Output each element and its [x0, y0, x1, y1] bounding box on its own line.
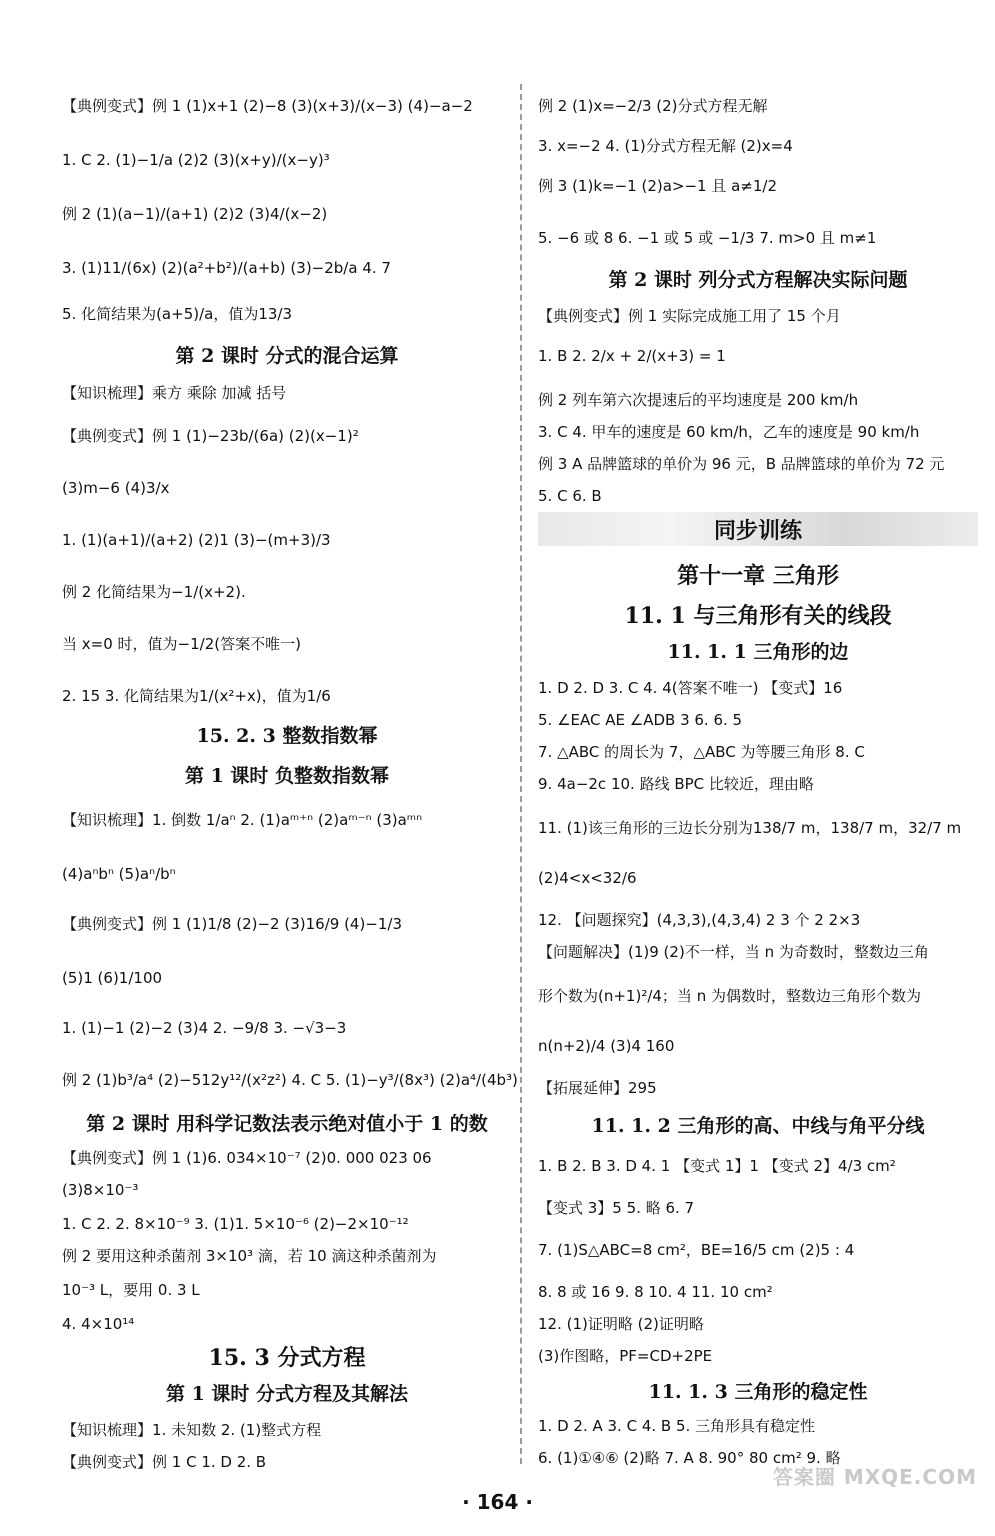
- answer-line: 【知识梳理】1. 倒数 1/aⁿ 2. (1)aᵐ⁺ⁿ (2)aᵐ⁻ⁿ (3)aᵐⁿ: [62, 811, 423, 829]
- answer-line: 7. (1)S△ABC=8 cm²，BE=16/5 cm (2)5 : 4: [538, 1241, 855, 1259]
- answer-line: (2)4<x<32/6: [538, 869, 637, 887]
- answer-line: 12. 【问题探究】(4,3,3),(4,3,4) 2 3 个 2 2×3: [538, 911, 861, 929]
- answer-line: 例 3 (1)k=−1 (2)a>−1 且 a≠1/2: [538, 177, 778, 195]
- answer-line: 8. 8 或 16 9. 8 10. 4 11. 10 cm²: [538, 1283, 773, 1301]
- answer-line: 例 2 要用这种杀菌剂 3×10³ 滴，若 10 滴这种杀菌剂为: [62, 1247, 437, 1265]
- answer-line: 例 2 (1)b³/a⁴ (2)−512y¹²/(x²z²) 4. C 5. (1)−y³/(8x³) (2)a⁴/(4b³): [62, 1071, 518, 1089]
- answer-line: 5. ∠EAC AE ∠ADB 3 6. 6. 5: [538, 711, 743, 729]
- answer-line: 5. −6 或 8 6. −1 或 5 或 −1/3 7. m>0 且 m≠1: [538, 229, 877, 247]
- section-banner: [538, 512, 978, 546]
- answer-line: 【知识梳理】乘方 乘除 加减 括号: [62, 384, 287, 402]
- section-heading: 11. 1. 1 三角形的边: [667, 641, 849, 663]
- answer-line: 7. △ABC 的周长为 7，△ABC 为等腰三角形 8. C: [538, 743, 865, 761]
- section-heading: 第 1 课时 负整数指数幂: [184, 765, 390, 787]
- answer-line: 【知识梳理】1. 未知数 2. (1)整式方程: [62, 1421, 322, 1439]
- answer-line: 12. (1)证明略 (2)证明略: [538, 1315, 704, 1333]
- answer-line: 当 x=0 时，值为−1/2(答案不唯一): [62, 635, 301, 653]
- answer-line: 【典例变式】例 1 (1)1/8 (2)−2 (3)16/9 (4)−1/3: [62, 915, 403, 933]
- answer-line: (4)aⁿbⁿ (5)aⁿ/bⁿ: [62, 865, 176, 883]
- answer-line: 6. (1)①④⑥ (2)略 7. A 8. 90° 80 cm² 9. 略: [538, 1449, 841, 1467]
- answer-line: 【典例变式】例 1 (1)6. 034×10⁻⁷ (2)0. 000 023 06: [62, 1149, 432, 1167]
- section-heading: 第十一章 三角形: [677, 563, 839, 589]
- answer-line: 1. C 2. (1)−1/a (2)2 (3)(x+y)/(x−y)³: [62, 151, 330, 169]
- answer-line: 【典例变式】例 1 (1)−23b/(6a) (2)(x−1)²: [62, 427, 359, 445]
- answer-line: 3. C 4. 甲车的速度是 60 km/h，乙车的速度是 90 km/h: [538, 423, 920, 441]
- answer-line: 1. B 2. B 3. D 4. 1 【变式 1】1 【变式 2】4/3 cm²: [538, 1157, 896, 1175]
- section-heading: 11. 1 与三角形有关的线段: [624, 603, 892, 629]
- answer-line: 例 3 A 品牌篮球的单价为 96 元，B 品牌篮球的单价为 72 元: [538, 455, 945, 473]
- answer-line: 1. B 2. 2/x + 2/(x+3) = 1: [538, 347, 726, 365]
- answer-line: 11. (1)该三角形的三边长分别为138/7 m，138/7 m，32/7 m: [538, 819, 962, 837]
- answer-line: 1. C 2. 2. 8×10⁻⁹ 3. (1)1. 5×10⁻⁶ (2)−2×10⁻¹²: [62, 1215, 409, 1233]
- section-heading: 第 1 课时 分式方程及其解法: [165, 1383, 409, 1405]
- answer-line: 【典例变式】例 1 C 1. D 2. B: [62, 1453, 267, 1471]
- section-heading: 第 2 课时 列分式方程解决实际问题: [608, 269, 908, 291]
- section-heading: 11. 1. 2 三角形的高、中线与角平分线: [591, 1115, 925, 1137]
- answer-line: 【典例变式】例 1 (1)x+1 (2)−8 (3)(x+3)/(x−3) (4)−a−2: [62, 97, 473, 115]
- section-heading: 第 2 课时 用科学记数法表示绝对值小于 1 的数: [86, 1113, 488, 1135]
- answer-line: 2. 15 3. 化简结果为1/(x²+x)，值为1/6: [62, 687, 331, 705]
- answer-line: 1. D 2. A 3. C 4. B 5. 三角形具有稳定性: [538, 1417, 816, 1435]
- answer-line: 1. D 2. D 3. C 4. 4(答案不唯一) 【变式】16: [538, 679, 843, 697]
- answer-line: 5. C 6. B: [538, 487, 602, 505]
- column-divider: [520, 84, 522, 1464]
- answer-line: (3)8×10⁻³: [62, 1181, 139, 1199]
- section-heading: 第 2 课时 分式的混合运算: [175, 345, 399, 367]
- answer-line: 形个数为(n+1)²/4；当 n 为偶数时，整数边三角形个数为: [538, 987, 921, 1005]
- section-heading: 11. 1. 3 三角形的稳定性: [648, 1381, 868, 1403]
- answer-line: 9. 4a−2c 10. 路线 BPC 比较近，理由略: [538, 775, 814, 793]
- answer-line: 3. (1)11/(6x) (2)(a²+b²)/(a+b) (3)−2b/a 4. 7: [62, 259, 391, 277]
- answer-line: (3)作图略，PF=CD+2PE: [538, 1347, 713, 1365]
- answer-line: 5. 化简结果为(a+5)/a，值为13/3: [62, 305, 293, 323]
- answer-line: 1. (1)(a+1)/(a+2) (2)1 (3)−(m+3)/3: [62, 531, 331, 549]
- answer-line: 【拓展延伸】295: [538, 1079, 657, 1097]
- answer-line: 例 2 列车第六次提速后的平均速度是 200 km/h: [538, 391, 859, 409]
- section-heading: 15. 2. 3 整数指数幂: [196, 725, 378, 747]
- answer-line: 例 2 化简结果为−1/(x+2).: [62, 583, 246, 601]
- answer-line: 【典例变式】例 1 实际完成施工用了 15 个月: [538, 307, 841, 325]
- answer-line: 【变式 3】5 5. 略 6. 7: [538, 1199, 695, 1217]
- page-number: · 164 ·: [462, 1490, 533, 1514]
- answer-line: 3. x=−2 4. (1)分式方程无解 (2)x=4: [538, 137, 793, 155]
- watermark-logo: 答案圈 MXQE.COM: [772, 1465, 977, 1489]
- answer-line: n(n+2)/4 (3)4 160: [538, 1037, 675, 1055]
- answer-line: 【问题解决】(1)9 (2)不一样，当 n 为奇数时，整数边三角: [538, 943, 929, 961]
- answer-line: 1. (1)−1 (2)−2 (3)4 2. −9/8 3. −√3−3: [62, 1019, 347, 1037]
- answer-line: 10⁻³ L，要用 0. 3 L: [62, 1281, 200, 1299]
- banner-title: 同步训练: [713, 518, 802, 544]
- answer-line: 例 2 (1)(a−1)/(a+1) (2)2 (3)4/(x−2): [62, 205, 328, 223]
- answer-line: 4. 4×10¹⁴: [62, 1315, 135, 1333]
- answer-line: 例 2 (1)x=−2/3 (2)分式方程无解: [538, 97, 768, 115]
- answer-line: (3)m−6 (4)3/x: [62, 479, 170, 497]
- section-heading: 15. 3 分式方程: [208, 1345, 366, 1371]
- answer-line: (5)1 (6)1/100: [62, 969, 163, 987]
